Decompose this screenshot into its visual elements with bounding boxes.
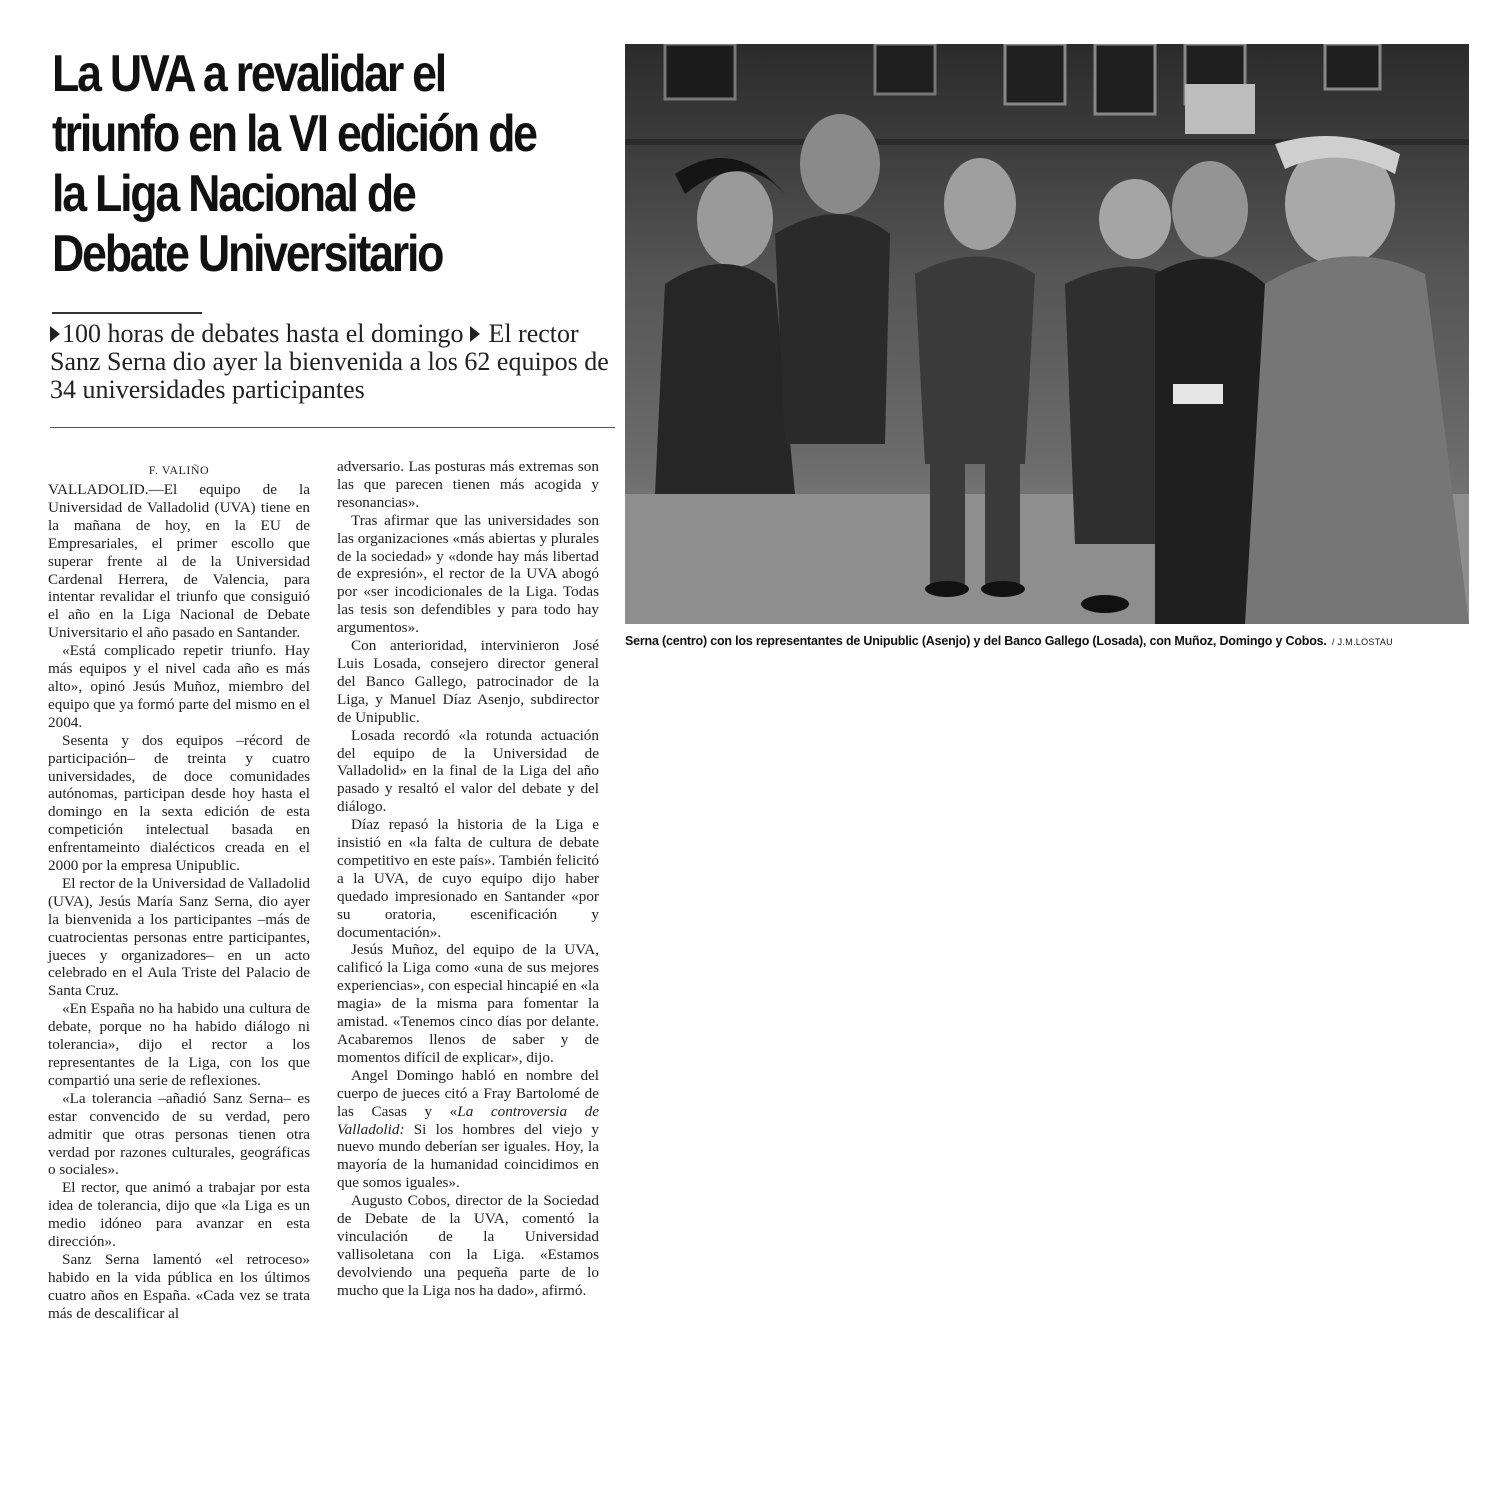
paragraph: «La tolerancia –añadió Sanz Serna– es estar convencido de su verdad, pero admitir que otras personas tienen otra verdad por razones culturales, geográficas o sociales». (48, 1089, 310, 1179)
caption-text: Serna (centro) con los representantes de Unipublic (Asenjo) y del Banco Gallego (Losada), con Muñoz, Domingo y Cobos. (625, 634, 1327, 648)
paragraph: Jesús Muñoz, del equipo de la UVA, calificó la Liga como «una de sus mejores experiencias», con especial hincapié en «la magia» de la misma para fomentar la amistad. «Tenemos cinco días por delante. Acabaremos llenos de saber y de momentos difícil de explicar», dijo. (337, 941, 599, 1066)
headline-divider (52, 312, 202, 314)
paragraph-text: Si los hombres del viejo y nuevo mundo deberían ser iguales. Hoy, la mayoría de la humanidad coincidimos en que somos iguales». (337, 1120, 599, 1192)
paragraph: El rector de la Universidad de Valladolid (UVA), Jesús María Sanz Serna, dio ayer la bienvenida a los participantes –más de cuatrocientas personas entre participantes, jueces y organizadores– en un acto celebrado en el Aula Triste del Palacio de Santa Cruz. (48, 874, 310, 1000)
paragraph-text: Angel Domingo habló en nombre del cuerpo de jueces citó a Fray Bartolomé de las Casas y « (337, 1066, 599, 1120)
byline: F. VALIÑO (148, 463, 210, 477)
photo-credit: / J.M.LOSTAU (1331, 637, 1393, 647)
paragraph: El rector, que animó a trabajar por esta idea de tolerancia, dijo que «la Liga es un medio idóneo para avanzar en esta dirección». (48, 1179, 310, 1251)
paragraph: Díaz repasó la historia de la Liga e insistió en «la falta de cultura de debate competitivo en este país». También felicitó a la UVA, de cuyo equipo dijo haber quedado impresionado en Santander «por su oratoria, escenificación y documentación». (337, 816, 599, 941)
subhead-point-2: El rector Sanz Serna dio ayer la bienvenida a los 62 equipos de 34 universidades participantes (50, 319, 609, 404)
paragraph: Sanz Serna lamentó «el retroceso» habido en la vida pública en los últimos cuatro años en España. «Cada vez se trata más de descalificar al (48, 1250, 310, 1322)
subheadline (50, 320, 610, 404)
article-column-1 (48, 462, 310, 1323)
paragraph: Con anterioridad, intervinieron José Luis Losada, consejero director general del Banco Gallego, patrocinador de la Liga, y Manuel Díaz Asenjo, subdirector de Unipublic. (337, 637, 599, 726)
headline: La UVA a revalidar el triunfo en la VI edición de la Liga Nacional de Debate Universitario (52, 45, 536, 283)
bullet-triangle-icon (470, 326, 480, 342)
paragraph: «En España no ha habido una cultura de debate, porque no ha habido diálogo ni tolerancia», dijo el rector a los representantes de la Liga, con los que compartió una serie de reflexiones. (48, 1000, 310, 1089)
photo-illustration (625, 44, 1469, 624)
paragraph: Losada recordó «la rotunda actuación del equipo de la Universidad de Valladolid» en la final de la Liga del año pasado y resaltó el valor del debate y del diálogo. (337, 726, 599, 816)
paragraph: VALLADOLID.—El equipo de la Universidad de Valladolid (UVA) tiene en la mañana de hoy, en la EU de Empresariales, el primer escollo que superar frente al de la Universidad Cardenal Herrera, de Valencia, para intentar revalidar el triunfo que consiguió el año en la Liga Nacional de Debate Universitario el año pasado en Santander. (48, 481, 310, 642)
subhead-divider (50, 427, 615, 428)
paragraph (337, 1067, 599, 1192)
paragraph: «Está complicado repetir triunfo. Hay más equipos y el nivel cada año es más alto», opinó Jesús Muñoz, miembro del equipo que ya formó parte del mismo en el 2004. (48, 642, 310, 731)
book-title: La controversia de Valladolid: (337, 1102, 599, 1138)
paragraph: Sesenta y dos equipos –récord de participación– de treinta y cuatro universidades, de doce comunidades autónomas, participan desde hoy hasta el domingo en la sexta edición de esta competición intelectual basada en enfrentameinto dialécticos creada en el 2000 por la empresa Unipublic. (48, 731, 310, 875)
news-photo (625, 44, 1469, 624)
photo-caption (625, 634, 1475, 648)
paragraph: Tras afirmar que las universidades son las organizaciones «más abiertas y plurales de la sociedad» y «donde hay más libertad de expresión», el rector de la UVA abogó por «ser incodicionales de la Liga. Todas las tesis son defendibles y para todo hay argumentos». (337, 511, 599, 637)
bullet-triangle-icon (50, 326, 60, 342)
subhead-point-1: 100 horas de debates hasta el domingo (62, 319, 464, 348)
article-column-2 (337, 458, 599, 1300)
paragraph-continued: adversario. Las posturas más extremas son las que parecen tienen más acogida y resonancias». (337, 458, 599, 511)
paragraph: Augusto Cobos, director de la Sociedad de Debate de la UVA, comentó la vinculación de la Universidad vallisoletana con la Liga. «Estamos devolviendo una pequeña parte de lo mucho que la Liga nos ha dado», afirmó. (337, 1192, 599, 1299)
